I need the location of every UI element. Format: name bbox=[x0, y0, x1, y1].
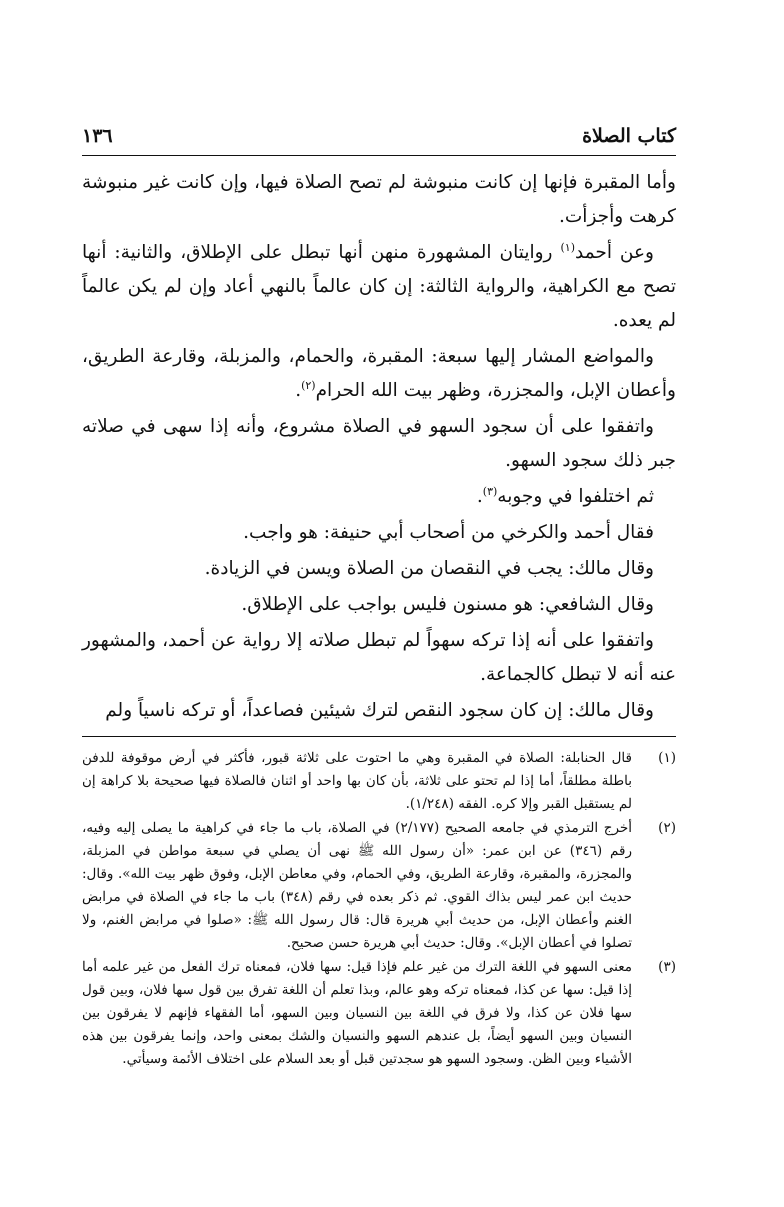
footnotes bbox=[82, 747, 676, 1071]
footnote-text: معنى السهو في اللغة الترك من غير علم فإذا قيل: سها فلان، فمعناه ترك الفعل من غير علمه أما إذا قيل: سها عن كذا، فمعناه تركه وهو عالم، وبذا تعلم أن اللغة تفرق بين قول سها فلان، وبين قول سها فلان عن كذا، ولا فرق في اللغة بين النسيان وبين السهو، أما الفقهاء فإنهم لا يفرقون بين النسيان وبين السهو أيضاً، بل عندهم السهو والنسيان والشك بمعنى واحد، وإنما يفرقون بين هذه الأشياء وبين الظن. وسجود السهو هو سجدتين قبل أو بعد السلام على اختلاف الأئمة وسيأتي. bbox=[82, 959, 632, 1067]
paragraph-text: واتفقوا على أن سجود السهو في الصلاة مشروع، وأنه إذا سهى في صلاته جبر ذلك سجود السهو. bbox=[82, 416, 676, 471]
page-number: ١٣٦ bbox=[82, 125, 113, 147]
paragraph bbox=[82, 516, 676, 550]
footnote-marker: (٣) bbox=[482, 484, 498, 498]
footnote-text: أخرج الترمذي في جامعه الصحيح (٢/١٧٧) في الصلاة، باب ما جاء في كراهية ما يصلى إليه وفيه، رقم (٣٤٦) عن ابن عمر: «أن رسول الله ﷺ نهى أن يصلي في سبعة مواطن في المزبلة، والمجزرة، والمقبرة، وقارعة الطريق، وفي الحمام، وفي معاطن الإبل، وفوق ظهر بيت الله». وقال: حديث ابن عمر ليس بذاك القوي. ثم ذكر بعده في رقم (٣٤٨) باب ما جاء في الصلاة في مرابض الغنم وأعطان الإبل، من حديث أبي هريرة قال: قال رسول الله ﷺ: «صلوا في مرابض الغنم، ولا تصلوا في أعطان الإبل». وقال: حديث أبي هريرة حسن صحيح. bbox=[82, 820, 633, 951]
paragraph-text: وأما المقبرة فإنها إن كانت منبوشة لم تصح الصلاة فيها، وإن كانت غير منبوشة كرهت وأجزأت. bbox=[82, 172, 676, 227]
footnote-number: (٢) bbox=[658, 820, 676, 836]
footnote-marker: (١) bbox=[560, 240, 575, 254]
footnote bbox=[82, 817, 676, 955]
paragraph-text: وقال الشافعي: هو مسنون فليس بواجب على الإطلاق. bbox=[241, 594, 654, 615]
paragraph-text: وعن أحمد bbox=[574, 242, 654, 263]
book-page bbox=[82, 125, 676, 1072]
paragraph-text: ثم اختلفوا في وجوبه bbox=[497, 486, 654, 507]
paragraph-text: واتفقوا على أنه إذا تركه سهواً لم تبطل صلاته إلا رواية عن أحمد، والمشهور عنه أنه لا تبطل كالجماعة. bbox=[82, 630, 676, 685]
paragraph-text: فقال أحمد والكرخي من أصحاب أبي حنيفة: هو واجب. bbox=[243, 522, 654, 543]
footnote-rule bbox=[82, 736, 676, 737]
footnote bbox=[82, 747, 676, 816]
paragraph bbox=[82, 694, 676, 728]
paragraph-text: والمواضع المشار إليها سبعة: المقبرة، والحمام، والمزبلة، وقارعة الطريق، وأعطان الإبل، والمجزرة، وظهر بيت الله الحرام bbox=[82, 346, 676, 401]
paragraph-text-continued: روايتان المشهورة منهن أنها تبطل على الإطلاق، والثانية: أنها تصح مع الكراهية، والرواية الثالثة: إن كان عالماً بالنهي أعاد وإن لم يكن عالماً لم يعده. bbox=[82, 242, 677, 331]
paragraph bbox=[82, 410, 676, 478]
footnote-marker: (٢) bbox=[301, 378, 316, 392]
paragraph bbox=[82, 480, 676, 514]
paragraph-text: وقال مالك: يجب في النقصان من الصلاة ويسن في الزيادة. bbox=[204, 558, 654, 579]
paragraph-text: وقال مالك: إن كان سجود النقص لترك شيئين فصاعداً، أو تركه ناسياً ولم bbox=[105, 700, 654, 721]
paragraph-text-continued: . bbox=[476, 486, 483, 507]
footnote bbox=[82, 956, 676, 1071]
header-rule bbox=[82, 155, 676, 156]
paragraph bbox=[82, 552, 676, 586]
paragraph bbox=[82, 340, 676, 408]
running-title: كتاب الصلاة bbox=[582, 125, 676, 147]
body-text bbox=[82, 166, 676, 728]
paragraph bbox=[82, 166, 676, 234]
page-header bbox=[82, 125, 676, 155]
footnote-number: (٣) bbox=[658, 959, 676, 975]
paragraph bbox=[82, 588, 676, 622]
paragraph-text-continued: . bbox=[295, 380, 302, 401]
paragraph bbox=[82, 624, 676, 692]
footnote-text: قال الحنابلة: الصلاة في المقبرة وهي ما احتوت على ثلاثة قبور، فأكثر في أرض موقوفة للدفن باطلة مطلقاً، أما إذا لم تحتو على ثلاثة، بأن كان بها واحد أو اثنان فالصلاة فيها صحيحة بلا كراهة إن لم يستقبل القبر وإلا كره. الفقه (١/٢٤٨). bbox=[82, 750, 632, 812]
paragraph bbox=[82, 236, 676, 338]
footnote-number: (١) bbox=[658, 750, 676, 766]
